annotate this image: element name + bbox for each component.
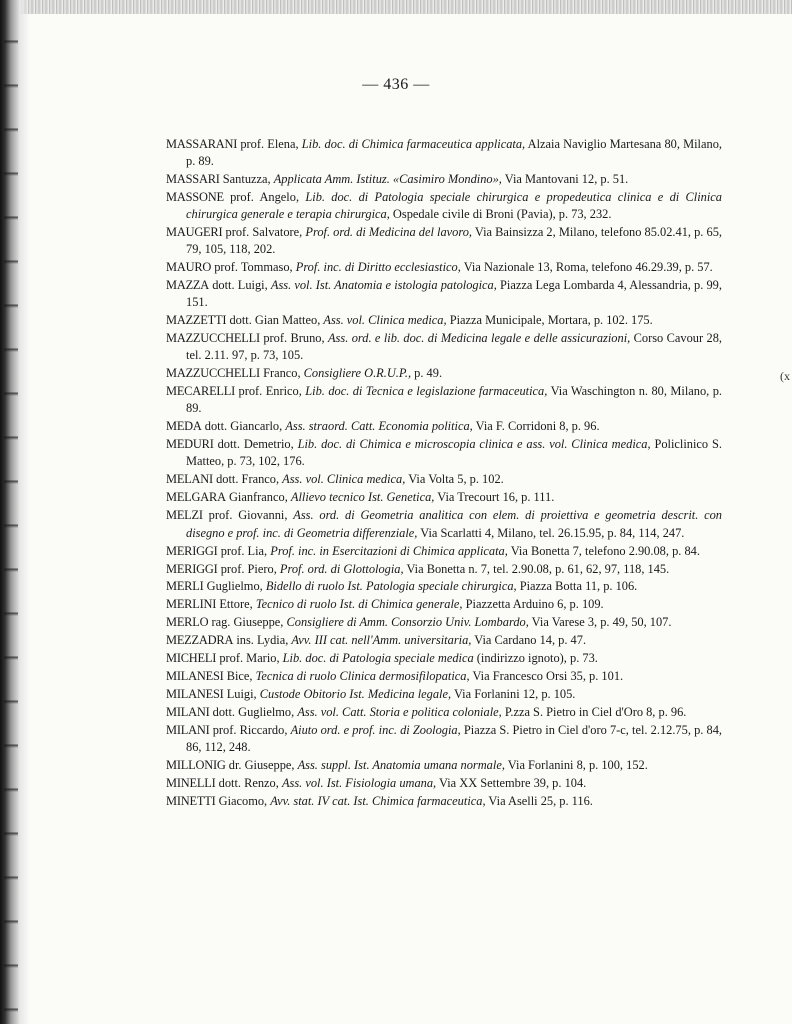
entry-surname: MASSONE: [166, 190, 224, 205]
directory-entry: [166, 436, 722, 470]
entry-address: Via Forlanini 8, p. 100, 152.: [504, 758, 648, 773]
entry-surname: MELZI: [166, 508, 203, 523]
entry-address: Piazza S. Pietro in Ciel d'oro 7-c, tel. 2.12.75, p. 84, 86, 112, 248.: [186, 723, 723, 755]
directory-entry: [166, 704, 722, 721]
entry-given-name: Gianfranco,: [225, 490, 291, 505]
entry-surname: MEZZADRA: [166, 633, 234, 648]
directory-entry: [166, 259, 722, 276]
entry-role: Prof. inc. di Diritto ecclesiastico,: [295, 260, 461, 275]
entry-address: Via Bonetta 7, telefono 2.90.08, p. 84.: [507, 543, 700, 558]
entry-given-name: prof. Riccardo,: [209, 723, 291, 738]
entry-given-name: prof. Giovanni,: [202, 508, 294, 523]
directory-entry: [166, 224, 722, 258]
entry-given-name: prof. Bruno,: [259, 331, 328, 346]
entry-given-name: Bice,: [223, 669, 256, 684]
directory-entry: [166, 722, 722, 756]
entry-surname: MASSARANI: [166, 137, 238, 151]
entry-given-name: Ettore,: [216, 597, 256, 612]
entry-address: p. 49.: [411, 366, 443, 381]
entry-surname: MERLINI: [166, 597, 217, 612]
entry-address: Via Trecourt 16, p. 111.: [434, 490, 555, 505]
directory-entry: [166, 757, 722, 774]
directory-entry: [166, 650, 722, 667]
directory-entry: [166, 418, 722, 435]
entry-given-name: prof. Angelo,: [223, 190, 306, 205]
entry-address: Via Cardano 14, p. 47.: [471, 633, 587, 648]
directory-entry: [166, 578, 722, 595]
entry-role: Ass. vol. Catt. Storia e politica coloniale,: [297, 705, 502, 720]
entry-surname: MEDA: [166, 419, 202, 434]
page-number: — 436 —: [362, 76, 430, 93]
entry-role: Ass. vol. Ist. Anatomia e istologia patologica,: [270, 278, 497, 293]
entry-given-name: dr. Giuseppe,: [225, 758, 298, 773]
directory-entry: [166, 312, 722, 329]
entry-surname: MILANESI: [166, 687, 224, 702]
entry-role: Tecnico di ruolo Ist. di Chimica generale,: [255, 597, 463, 612]
entry-role: Tecnica di ruolo Clinica dermosifilopatica,: [255, 669, 470, 684]
entry-given-name: dott. Guglielmo,: [209, 705, 298, 720]
entry-surname: MERIGGI: [166, 561, 218, 576]
entry-given-name: dott. Luigi,: [209, 278, 271, 293]
entry-given-name: Guglielmo,: [203, 579, 266, 594]
entry-surname: MAURO: [166, 260, 212, 275]
entry-address: Via Volta 5, p. 102.: [405, 472, 504, 487]
entry-given-name: prof. Mario,: [216, 651, 283, 666]
directory-entry: [166, 543, 722, 560]
directory-entry: [166, 507, 722, 541]
entry-address: Ospedale civile di Broni (Pavia), p. 73, 232.: [389, 207, 612, 222]
entry-role: Prof. ord. di Glottologia,: [279, 561, 404, 576]
entry-role: Ass. vol. Clinica medica,: [282, 472, 406, 487]
entry-role: Applicata Amm. Istituz. «Casimiro Mondino»,: [273, 172, 502, 187]
directory-entry: [166, 668, 722, 685]
entry-address: Corso Cavour 28, tel. 2.11. 97, p. 73, 105.: [186, 331, 723, 363]
entry-role: Ass. ord. di Geometria analitica con elem. di proiettiva e geometria descrit. con disegno e prof. inc. di Geometria differenziale,: [186, 508, 722, 540]
entry-address: Via XX Settembre 39, p. 104.: [436, 776, 587, 791]
entry-surname: MAZZETTI: [166, 313, 227, 328]
entry-given-name: Santuzza,: [219, 172, 274, 187]
entry-address: Via Nazionale 13, Roma, telefono 46.29.39, p. 57.: [460, 260, 713, 275]
entry-given-name: Luigi,: [223, 687, 260, 702]
entry-role: Prof. inc. in Esercitazioni di Chimica applicata,: [270, 543, 508, 558]
entry-address: Via Scarlatti 4, Milano, tel. 26.15.95, p. 84, 114, 247.: [417, 525, 685, 540]
entry-given-name: prof. Lia,: [217, 543, 271, 558]
entry-surname: MINETTI: [166, 794, 216, 809]
entry-given-name: ins. Lydia,: [233, 633, 292, 648]
entry-address: Piazza Lega Lombarda 4, Alessandria, p. 99, 151.: [186, 278, 722, 310]
entry-surname: MERIGGI: [166, 543, 218, 558]
entry-surname: MILANI: [166, 723, 210, 738]
entry-address: Via Francesco Orsi 35, p. 101.: [469, 669, 624, 684]
entry-surname: MICHELI: [166, 651, 217, 666]
entry-given-name: prof. Salvatore,: [222, 225, 306, 240]
entry-address: Via Aselli 25, p. 116.: [485, 794, 593, 809]
entry-given-name: dott. Demetrio,: [213, 437, 298, 452]
entry-surname: MINELLI: [166, 776, 216, 791]
entry-role: Ass. vol. Ist. Fisiologia umana,: [281, 776, 437, 791]
directory-entry: [166, 596, 722, 613]
entry-given-name: rag. Giuseppe,: [208, 615, 287, 630]
entry-address: (indirizzo ignoto), p. 73.: [473, 651, 598, 666]
entry-surname: MILANESI: [166, 669, 224, 684]
entry-address: Piazza Municipale, Mortara, p. 102. 175.: [446, 313, 653, 328]
entry-surname: MILLONIG: [166, 758, 226, 773]
entry-given-name: dott. Renzo,: [215, 776, 282, 791]
directory-entry: [166, 136, 722, 170]
entry-address: Via Bainsizza 2, Milano, telefono 85.02.41, p. 65, 79, 105, 118, 202.: [186, 225, 722, 257]
entry-given-name: prof. Enrico,: [235, 384, 306, 399]
directory-entry: [166, 686, 722, 703]
entry-given-name: dott. Giancarlo,: [201, 419, 286, 434]
scan-top-edge: [0, 0, 792, 14]
directory-entry: [166, 383, 722, 417]
entry-given-name: dott. Franco,: [212, 472, 283, 487]
directory-entry: [166, 277, 722, 311]
directory-entry: [166, 632, 722, 649]
entry-role: Ass. vol. Clinica medica,: [323, 313, 447, 328]
edge-mark: (x: [780, 369, 790, 383]
entry-role: Lib. doc. di Chimica farmaceutica applicata,: [301, 137, 526, 151]
entry-address: Via Waschington n. 80, Milano, p. 89.: [186, 384, 722, 416]
entry-role: Lib. doc. di Tecnica e legislazione farmaceutica,: [305, 384, 548, 399]
entry-address: Via Varese 3, p. 49, 50, 107.: [528, 615, 672, 630]
entry-role: Aiuto ord. e prof. inc. di Zoologia,: [290, 723, 461, 738]
entry-address: Via Forlanini 12, p. 105.: [451, 687, 576, 702]
directory-entry: [166, 561, 722, 578]
entry-surname: MEDURI: [166, 437, 214, 452]
entry-address: Via Bonetta n. 7, tel. 2.90.08, p. 61, 62, 97, 118, 145.: [403, 561, 670, 576]
entry-surname: MAZZA: [166, 278, 210, 293]
directory-entry: [166, 189, 722, 223]
entry-address: Alzaia Naviglio Martesana 80, Milano, p. 89.: [186, 137, 722, 169]
entry-surname: MELANI: [166, 472, 213, 487]
entry-given-name: prof. Elena,: [237, 137, 302, 151]
entry-given-name: prof. Tommaso,: [211, 260, 296, 275]
entry-surname: MECARELLI: [166, 384, 236, 399]
entry-surname: MASSARI: [166, 172, 220, 187]
entry-role: Lib. doc. di Patologia speciale medica: [282, 651, 474, 666]
entry-given-name: Franco,: [259, 366, 304, 381]
directory-entries: [166, 136, 722, 811]
entry-role: Consigliere di Amm. Consorzio Univ. Lombardo,: [286, 615, 529, 630]
entry-role: Lib. doc. di Patologia speciale chirurgica e propedeutica clinica e di Clinica chirurgica generale e terapia chirurgica,: [186, 190, 722, 222]
entry-surname: MELGARA: [166, 490, 226, 505]
scan-left-streaks: [4, 0, 18, 1024]
entry-given-name: dott. Gian Matteo,: [226, 313, 324, 328]
entry-role: Ass. suppl. Ist. Anatomia umana normale,: [297, 758, 505, 773]
entry-role: Allievo tecnico Ist. Genetica,: [290, 490, 435, 505]
entry-address: Via Mantovani 12, p. 51.: [501, 172, 629, 187]
entry-role: Avv. III cat. nell'Amm. universitaria,: [291, 633, 472, 648]
entry-given-name: prof. Piero,: [217, 561, 280, 576]
entry-surname: MILANI: [166, 705, 210, 720]
entry-address: Policlinico S. Matteo, p. 73, 102, 176.: [186, 437, 722, 469]
entry-role: Bidello di ruolo Ist. Patologia speciale chirurgica,: [265, 579, 517, 594]
entry-address: Piazza Botta 11, p. 106.: [516, 579, 638, 594]
entry-surname: MAZZUCCHELLI: [166, 331, 260, 346]
entry-role: Ass. straord. Catt. Economia politica,: [285, 419, 473, 434]
directory-entry: [166, 330, 722, 364]
directory-entry: [166, 614, 722, 631]
directory-entry: [166, 365, 722, 382]
entry-surname: MERLO: [166, 615, 209, 630]
entry-address: Piazzetta Arduino 6, p. 109.: [462, 597, 604, 612]
directory-entry: [166, 793, 722, 810]
entry-role: Avv. stat. IV cat. Ist. Chimica farmaceutica,: [270, 794, 486, 809]
entry-surname: MERLI: [166, 579, 204, 594]
entry-given-name: Giacomo,: [215, 794, 271, 809]
entry-role: Prof. ord. di Medicina del lavoro,: [305, 225, 473, 240]
entry-role: Lib. doc. di Chimica e microscopia clinica e ass. vol. Clinica medica,: [297, 437, 651, 452]
entry-surname: MAUGERI: [166, 225, 223, 240]
entry-role: Consigliere O.R.U.P.,: [303, 366, 412, 381]
entry-role: Ass. ord. e lib. doc. di Medicina legale e delle assicurazioni,: [327, 331, 631, 346]
directory-entry: [166, 775, 722, 792]
entry-address: Via F. Corridoni 8, p. 96.: [472, 419, 600, 434]
directory-entry: [166, 471, 722, 488]
entry-address: P.zza S. Pietro in Ciel d'Oro 8, p. 96.: [501, 705, 687, 720]
entry-surname: MAZZUCCHELLI: [166, 366, 260, 381]
directory-entry: [166, 171, 722, 188]
directory-entry: [166, 489, 722, 506]
entry-role: Custode Obitorio Ist. Medicina legale,: [259, 687, 452, 702]
